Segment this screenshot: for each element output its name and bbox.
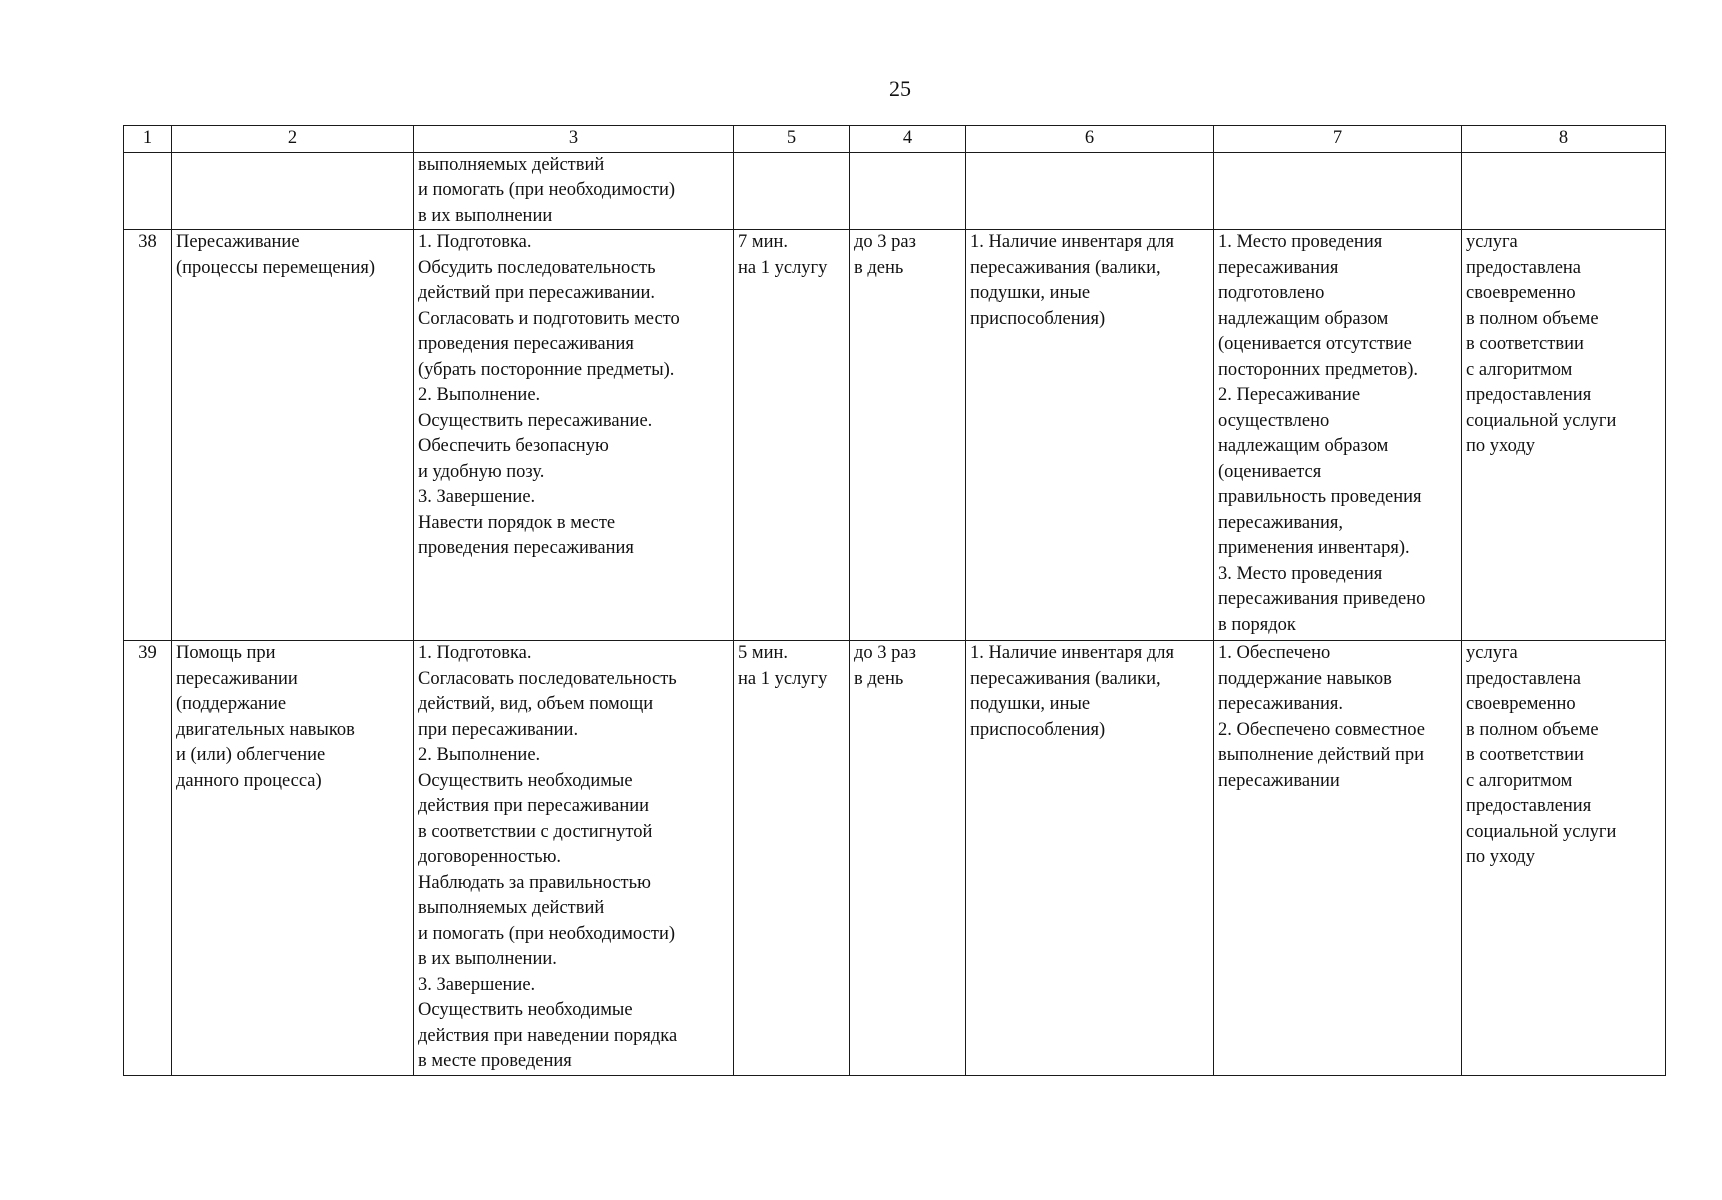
column-header: 1	[124, 126, 172, 153]
service-frequency	[850, 152, 966, 230]
service-actions: 1. Подготовка. Обсудить последовательность действий при пересаживании. Согласовать и подготовить место проведения пересаживания (убрать посторонние предметы). 2. Выполнение. Осуществить пересаживание. Обеспечить безопасную и удобную позу. 3. Завершение. Навести порядок в месте проведения пересаживания	[414, 230, 734, 641]
table-row-39	[124, 641, 1666, 1076]
service-conditions: 1. Наличие инвентаря для пересаживания (валики, подушки, иные приспособления)	[966, 641, 1214, 1076]
page-number: 25	[889, 76, 911, 101]
service-time: 7 мин. на 1 услугу	[734, 230, 850, 641]
column-header: 7	[1214, 126, 1462, 153]
service-result	[1462, 152, 1666, 230]
service-quality	[1214, 152, 1462, 230]
column-header: 5	[734, 126, 850, 153]
service-name	[172, 152, 414, 230]
service-time: 5 мин. на 1 услугу	[734, 641, 850, 1076]
service-conditions	[966, 152, 1214, 230]
column-header: 8	[1462, 126, 1666, 153]
row-number: 38	[124, 230, 172, 641]
service-quality: 1. Обеспечено поддержание навыков пересаживания. 2. Обеспечено совместное выполнение действий при пересаживании	[1214, 641, 1462, 1076]
row-number: 39	[124, 641, 172, 1076]
column-header: 2	[172, 126, 414, 153]
service-name: Помощь при пересаживании (поддержание двигательных навыков и (или) облегчение данного процесса)	[172, 641, 414, 1076]
row-number	[124, 152, 172, 230]
services-table	[123, 125, 1666, 1076]
service-actions: выполняемых действий и помогать (при необходимости) в их выполнении	[414, 152, 734, 230]
service-frequency: до 3 раз в день	[850, 641, 966, 1076]
service-quality: 1. Место проведения пересаживания подготовлено надлежащим образом (оценивается отсутствие посторонних предметов). 2. Пересаживание осуществлено надлежащим образом (оценивается правильность проведения пересаживания, применения инвентаря). 3. Место проведения пересаживания приведено в порядок	[1214, 230, 1462, 641]
service-name: Пересаживание (процессы перемещения)	[172, 230, 414, 641]
column-header: 6	[966, 126, 1214, 153]
service-result: услуга предоставлена своевременно в полном объеме в соответствии с алгоритмом предоставления социальной услуги по уходу	[1462, 230, 1666, 641]
service-result: услуга предоставлена своевременно в полном объеме в соответствии с алгоритмом предоставления социальной услуги по уходу	[1462, 641, 1666, 1076]
column-header: 4	[850, 126, 966, 153]
service-actions: 1. Подготовка. Согласовать последовательность действий, вид, объем помощи при пересаживании. 2. Выполнение. Осуществить необходимые действия при пересаживании в соответствии с достигнутой договоренностью. Наблюдать за правильностью выполняемых действий и помогать (при необходимости) в их выполнении. 3. Завершение. Осуществить необходимые действия при наведении порядка в месте проведения	[414, 641, 734, 1076]
table-row-continuation	[124, 152, 1666, 230]
table-row-38	[124, 230, 1666, 641]
service-time	[734, 152, 850, 230]
service-frequency: до 3 раз в день	[850, 230, 966, 641]
column-header: 3	[414, 126, 734, 153]
table-header-row	[124, 126, 1666, 153]
service-conditions: 1. Наличие инвентаря для пересаживания (валики, подушки, иные приспособления)	[966, 230, 1214, 641]
